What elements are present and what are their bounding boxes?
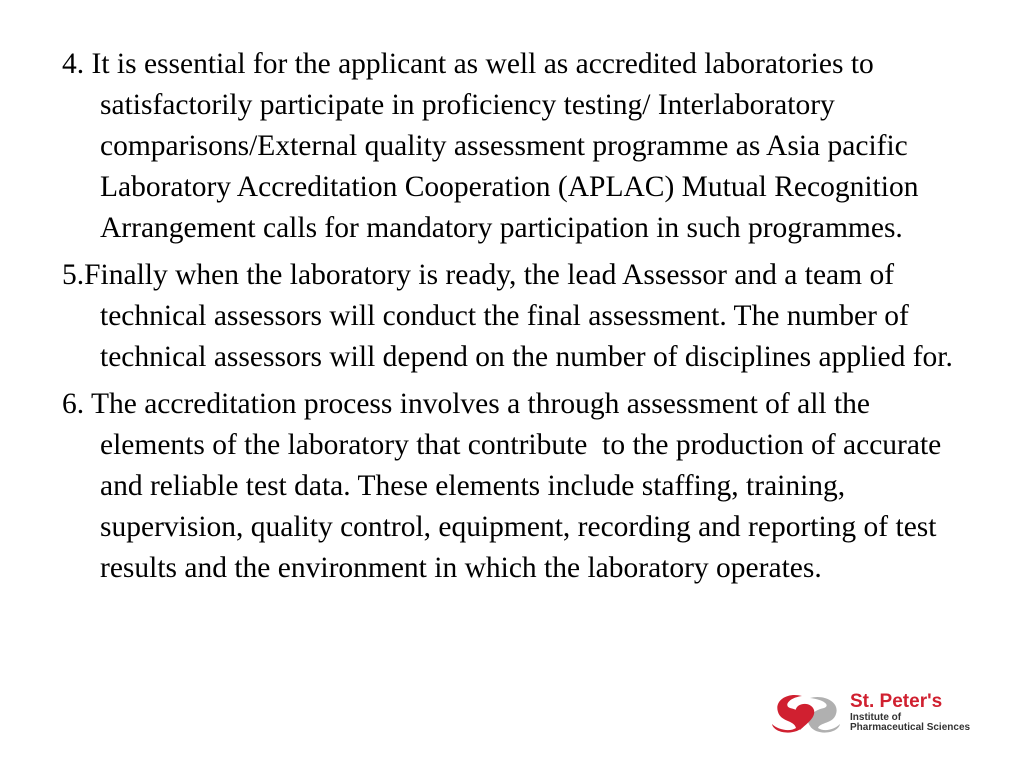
logo-mark-icon	[770, 690, 842, 734]
paragraph-5: 5.Finally when the laboratory is ready, the lead Assessor and a team of technical assessors will conduct the final assessment. The number of technical assessors will depend on the number of disciplines applied for.	[62, 259, 953, 373]
institute-logo	[770, 690, 1010, 734]
slide-body	[62, 44, 962, 595]
logo-subtitle-line2: Pharmaceutical Sciences	[850, 722, 971, 733]
paragraph-4: 4. It is essential for the applicant as well as accredited laboratories to satisfactorily participate in proficiency testing/ Interlaboratory comparisons/External quality assessment programme as Asia pacific Laboratory Accreditation Cooperation (APLAC) Mutual Recognition Arrangement calls for mandatory participation in such programmes.	[62, 48, 925, 244]
logo-subtitle-line1: Institute of	[850, 712, 902, 723]
logo-title: St. Peter's	[850, 691, 943, 712]
paragraph-6: 6. The accreditation process involves a through assessment of all the elements of the laboratory that contribute to the production of accurate and reliable test data. These elements include staffing, training, supervision, quality control, equipment, recording and reporting of test results and the environment in which the laboratory operates.	[62, 388, 949, 584]
